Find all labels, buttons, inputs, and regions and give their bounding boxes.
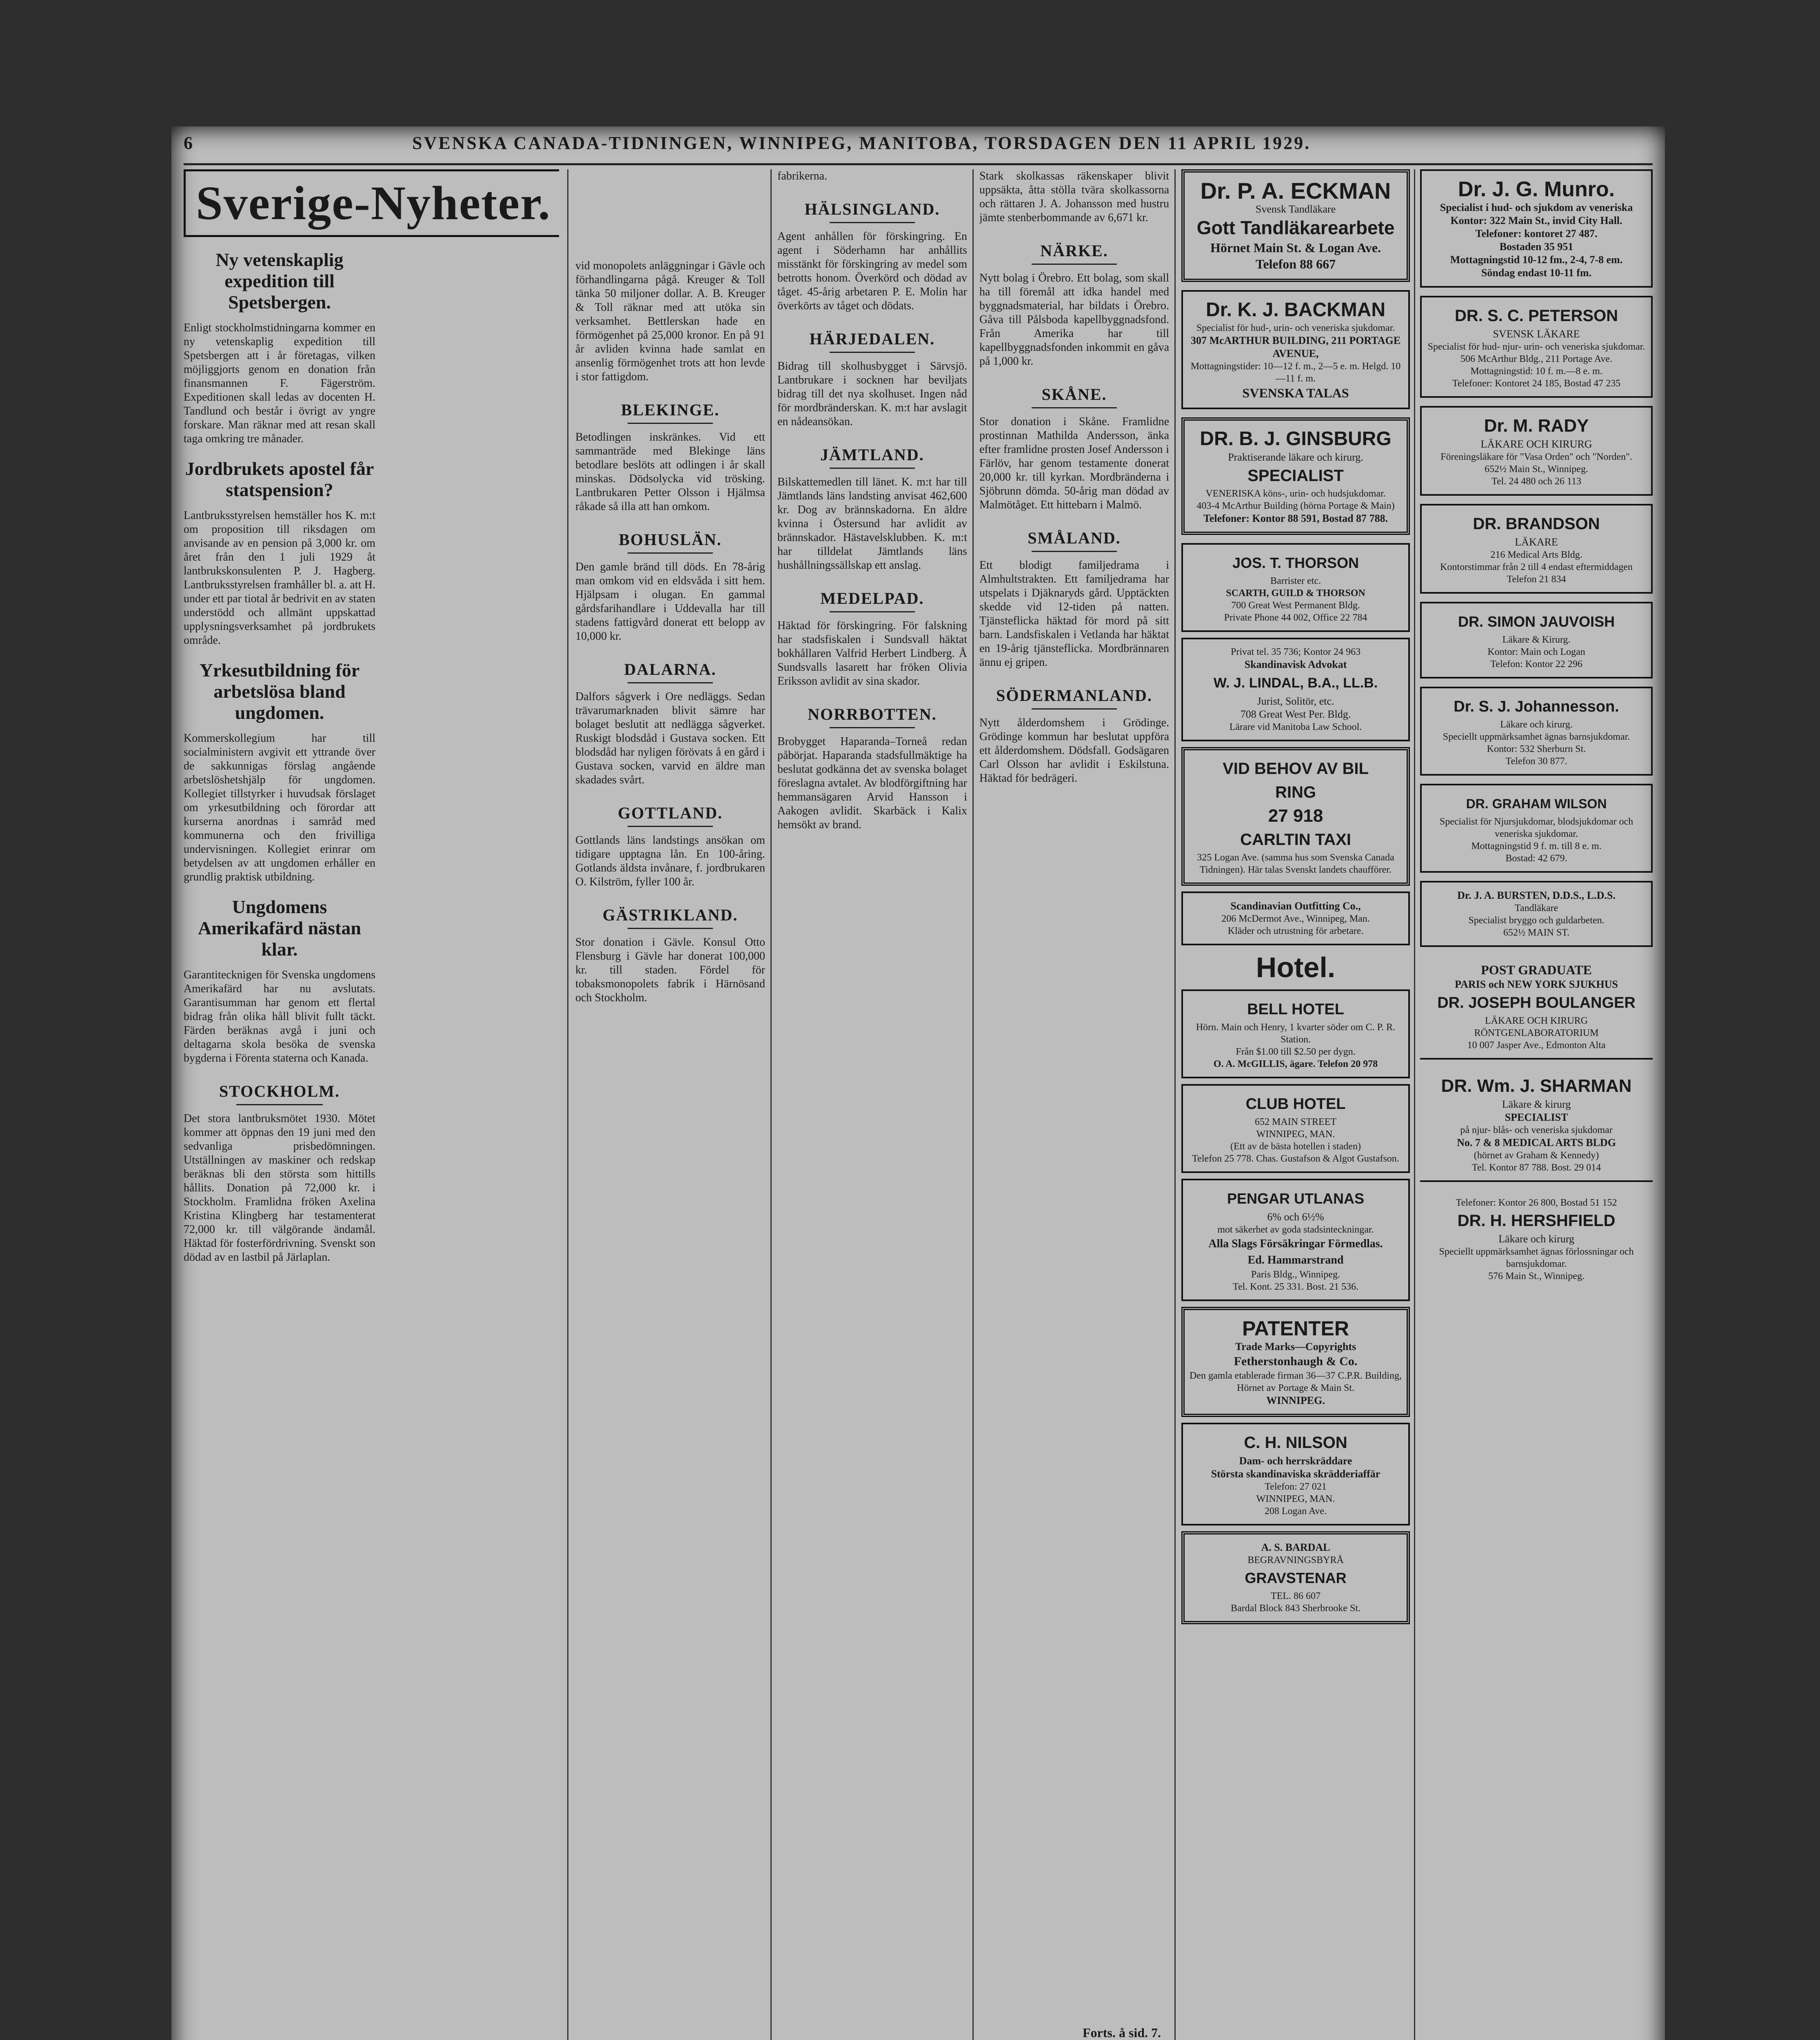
- article-text: Nytt ålderdomshem i Grödinge. Grödinge kommun har beslutat uppföra ett ålderdomshem. Dödsfall. Godsägaren Carl Olsson har avlidit i Eskilstuna. Häktad för bedrägeri.: [979, 716, 1169, 785]
- ad-sharman: [1420, 1068, 1653, 1182]
- section-masthead: Sverige-Nyheter.: [184, 169, 559, 237]
- ad-line: 403-4 McArthur Building (hörna Portage & Main): [1196, 501, 1395, 511]
- ad-line: Telefoner: kontoret 27 487.: [1475, 228, 1598, 239]
- ad-name: DR. Wm. J. SHARMAN: [1441, 1076, 1632, 1096]
- ad-line: Bardal Block 843 Sherbrooke St.: [1231, 1603, 1361, 1614]
- ad-column-left: [1181, 169, 1410, 2040]
- ad-name: Dr. J. A. BURSTEN, D.D.S., L.D.S.: [1457, 889, 1616, 901]
- ad-line: WINNIPEG, MAN.: [1256, 1129, 1335, 1140]
- article-text: Stor donation i Gävle. Konsul Otto Flensburg i Gävle har donerat 100,000 kr. till staden. Fördel för tobaksmonopolets fabrik i Härnösand och Stockholm.: [575, 936, 765, 1004]
- article-text: Den gamle bränd till döds. En 78-årig man omkom vid en eldsvåda i sitt hem. Hjälpsam i olugan. En gammal gårdsfarihandlare i Uddevalla har till stadens fattigvård donerat ett belopp av 10,000 kr.: [575, 561, 765, 643]
- section-heading: NORRBOTTEN.: [777, 705, 967, 728]
- headline: Ungdomens Amerikafärd nästan klar.: [198, 896, 361, 960]
- article-text: Dalfors sågverk i Ore nedläggs. Sedan trävarumarknaden blivit sämre har bolaget beslutit att nedlägga sågverket. Ruskigt blodsdåd i Gustava socken. Ett blodsdåd har nyligen förövats å en gård i Gustava socken, varvid en äldre man skadades svårt.: [575, 690, 765, 786]
- ad-line: 307 McARTHUR BUILDING, 211 PORTAGE AVENUE,: [1190, 335, 1401, 359]
- ad-line: Gott Tandläkarearbete: [1196, 217, 1395, 238]
- ad-name: DR. H. HERSHFIELD: [1457, 1212, 1616, 1230]
- ad-line: Telefon 21 834: [1507, 574, 1566, 585]
- ad-line: Mottagningstider: 10—12 f. m., 2—5 e. m. Helgd. 10—11 f. m.: [1190, 361, 1401, 384]
- article-text: Bidrag till skolhusbygget i Särvsjö. Lantbrukare i socknen har beviljats bidrag till det nya skolhuset. Ingen nåd för mordbränderskan. K. m:t har avslagit en nådeansökan.: [777, 360, 967, 428]
- ad-line: Telefon 88 667: [1255, 257, 1336, 271]
- ad-line: Speciellt uppmärksamhet ägnas förlossningar och barnsjukdomar.: [1439, 1246, 1634, 1269]
- ad-name: PATENTER: [1242, 1317, 1349, 1340]
- article-text: Garantitecknigen för Svenska ungdomens Amerikafärd har nu avslutats. Garantisumman har genom ett flertal bidrag från olika håll blivit fullt täckt. Färden beräknas avgå i juni och deltagarna skola besöka de svenska bygderna i Förenta staterna och Kanada.: [184, 969, 375, 1064]
- column-rule: [770, 169, 772, 2040]
- section-heading: GÄSTRIKLAND.: [575, 905, 765, 929]
- ad-name: DR. B. J. GINSBURG: [1200, 428, 1392, 450]
- ad-line: Fetherstonhaugh & Co.: [1234, 1355, 1358, 1368]
- section-heading: GOTTLAND.: [575, 803, 765, 827]
- ad-line: Tandläkare: [1514, 903, 1558, 914]
- ad-line: Mottagningstid 10-12 fm., 2-4, 7-8 em.: [1450, 254, 1623, 266]
- article-text: Agent anhållen för förskingring. En agent i Söderhamn har anhållits misstänkt för förskingring av medel som betrotts honom. Överkörd och dödad av tåget. 45-årig arbetaren P. E. Molin har överkörts av tåget och dödats.: [777, 230, 967, 312]
- ad-name: Dr. J. G. Munro.: [1458, 177, 1615, 201]
- ad-line: Tel. Kontor 87 788. Bost. 29 014: [1472, 1162, 1601, 1173]
- ad-line: Läkare och kirurg.: [1500, 719, 1573, 730]
- article-text: Nytt bolag i Örebro. Ett bolag, som skall ha till föremål att idka handel med byggnadsmaterial, har bildats i Örebro. Gåva till Pålsboda kapellbyggnadsfond. Från Amerika har till kapellbyggnadsfonden inkommit en gåva på 1,000 kr.: [979, 272, 1169, 368]
- ad-line: Jurist, Solitör, etc.: [1257, 695, 1334, 707]
- ad-line: Läkare & kirurg: [1502, 1098, 1571, 1110]
- ad-name: W. J. LINDAL, B.A., LL.B.: [1213, 675, 1378, 691]
- ad-line: Barrister etc.: [1270, 576, 1321, 586]
- section-heading: SKÅNE.: [979, 385, 1169, 408]
- ad-line: 206 McDermot Ave., Winnipeg, Man.: [1221, 914, 1370, 924]
- ad-line: No. 7 & 8 MEDICAL ARTS BLDG: [1457, 1137, 1616, 1149]
- ad-line: Tel. Kont. 25 331. Bost. 21 536.: [1232, 1282, 1359, 1292]
- ad-wilson: [1420, 784, 1653, 873]
- ad-line: Speciellt uppmärksamhet ägnas barnsjukdomar.: [1443, 732, 1630, 742]
- ad-bell-hotel: [1181, 989, 1410, 1078]
- article-text: fabrikerna.: [777, 170, 828, 182]
- ad-club-hotel: [1181, 1084, 1410, 1173]
- ad-line: SVENSK LÄKARE: [1493, 328, 1580, 340]
- ad-line: Telefon: 27 021: [1265, 1481, 1327, 1492]
- ad-line: Telefon 30 877.: [1505, 756, 1567, 767]
- ad-line: Ed. Hammarstrand: [1247, 1254, 1344, 1266]
- column-1: [184, 169, 559, 2040]
- ad-line: Största skandinaviska skrädderiaffär: [1211, 1468, 1381, 1480]
- ad-name: DR. SIMON JAUVOISH: [1458, 613, 1615, 630]
- ad-line: RÖNTGENLABORATORIUM: [1474, 1028, 1599, 1038]
- ad-ginsburg: [1181, 417, 1410, 535]
- ad-line: Läkare och kirurg: [1498, 1233, 1574, 1245]
- ad-line: Den gamla etablerade firman 36—37 C.P.R. Building,: [1190, 1370, 1402, 1381]
- newspaper-sheet: [171, 126, 1665, 2040]
- column-3: [777, 169, 967, 2040]
- section-heading: SÖDERMANLAND.: [979, 686, 1169, 710]
- ad-line: TEL. 86 607: [1271, 1591, 1321, 1601]
- ad-line: Specialist bryggo och guldarbeten.: [1468, 915, 1605, 926]
- ad-name: A. S. BARDAL: [1261, 1541, 1330, 1553]
- ad-name: DR. BRANDSON: [1473, 515, 1600, 533]
- ad-bardal: [1181, 1531, 1410, 1624]
- section-heading: DALARNA.: [575, 660, 765, 683]
- ad-line: 325 Logan Ave. (samma hus som Svenska Canada Tidningen). Här talas Svenskt landets chaufförer.: [1197, 852, 1394, 875]
- ad-line: GRAVSTENAR: [1245, 1570, 1347, 1586]
- ad-line: Läkare & Kirurg.: [1502, 634, 1571, 645]
- ad-line: Svensk Tandläkare: [1255, 203, 1336, 215]
- ad-jauvoish: [1420, 602, 1653, 679]
- section-heading: SMÅLAND.: [979, 528, 1169, 552]
- page-number: 6: [184, 133, 193, 153]
- section-heading: NÄRKE.: [979, 241, 1169, 265]
- section-heading: MEDELPAD.: [777, 589, 967, 612]
- ad-eckman: [1181, 169, 1410, 282]
- ad-name: Dr. S. J. Johannesson.: [1454, 698, 1619, 715]
- ad-line: Praktiserande läkare och kirurg.: [1228, 451, 1363, 463]
- article-text: Gottlands läns landstings ansökan om tidigare upptagna lån. En 100-åring. Gotlands äldsta invånare, f. jordbrukaren O. Kilström, fyller 100 år.: [575, 834, 765, 888]
- ad-line: Kontor: Main och Logan: [1487, 647, 1585, 657]
- ad-line: på njur- blås- och veneriska sjukdomar: [1460, 1125, 1613, 1135]
- ad-line: Föreningsläkare för "Vasa Orden" och "Norden".: [1440, 452, 1632, 462]
- ad-line: Mottagningstid 9 f. m. till 8 e. m.: [1471, 841, 1602, 851]
- ad-line: (Ett av de bästa hotellen i staden): [1230, 1141, 1361, 1152]
- ad-line: WINNIPEG.: [1266, 1395, 1325, 1406]
- column-rule: [567, 169, 568, 2040]
- headline: Jordbrukets apostel får statspension?: [185, 458, 374, 500]
- column-4: [979, 169, 1169, 2040]
- ad-name: Dr. M. RADY: [1484, 416, 1589, 436]
- ad-line: SCARTH, GUILD & THORSON: [1226, 588, 1365, 599]
- ad-line: Telefoner: Kontor 88 591, Bostad 87 788.: [1203, 512, 1388, 524]
- ad-name: PENGAR UTLANAS: [1227, 1190, 1364, 1207]
- article-text: Det stora lantbruksmötet 1930. Mötet kommer att öppnas den 19 juni med den sedvanliga prisbedömningen. Utställningen av maskiner och redskap beräknas bli den största som hittills hållits. Donation på 72,000 kr. i Stockholm. Framlidna fröken Axelina Kristina Klingberg har testamenterat 72,000 kr. till välgörande ändamål. Häktad för fosterfördrivning. Svenskt son dödad av en lastbil på Järlaplan.: [184, 1112, 375, 1264]
- ad-line: LÄKARE OCH KIRURG: [1480, 438, 1592, 450]
- ad-line: Trade Marks—Copyrights: [1235, 1341, 1356, 1353]
- section-heading: HÄLSINGLAND.: [777, 200, 967, 223]
- headline: Ny vetenskaplig expedition till Spetsbergen.: [215, 249, 344, 313]
- ad-name: Dr. K. J. BACKMAN: [1205, 299, 1386, 321]
- article-text: Kommerskollegium har till socialministern avgivit ett yttrande över de sakkunnigas förslag angående arbetslöshetshjälp för ungdomen. Kollegiet tillstyrker i huvudsak förslaget om yrkesutbildning och förordar att kurserna anordnas i samråd med kommunerna och den frivilliga undervisningen. Kollegiet erinrar om betydelsen av att ungdomen erhåller en grundlig praktisk utbildning.: [184, 732, 375, 883]
- section-heading: BOHUSLÄN.: [575, 530, 765, 554]
- ad-line: 576 Main St., Winnipeg.: [1488, 1271, 1585, 1282]
- ad-line: Privat tel. 35 736; Kontor 24 963: [1231, 647, 1361, 657]
- hotel-heading: Hotel.: [1256, 951, 1336, 983]
- ad-line: Specialist för hud- njur- urin- och veneriska sjukdomar.: [1427, 341, 1645, 352]
- ad-line: BEGRAVNINGSBYRÅ: [1247, 1555, 1344, 1565]
- section-heading: BLEKINGE.: [575, 400, 765, 424]
- ad-line: Kontor: 532 Sherburn St.: [1487, 744, 1586, 754]
- ad-pengar: [1181, 1179, 1410, 1301]
- article-text: Lantbruksstyrelsen hemställer hos K. m:t om proposition till riksdagen om anvisande av en pension på 3,000 kr. om året från den 1 juli 1929 åt lantbrukskonsulenten P. J. Hagberg. Lantbruksstyrelsen framhåller bl. a. att H. under ett par tiotal år bedrivit en av staten understödd och allmänt uppskattad upplysningsverksamhet på jordbrukets område.: [184, 509, 375, 647]
- newspaper-page: [184, 133, 1653, 2040]
- ad-line: Alla Slags Försäkringar Förmedlas.: [1208, 1237, 1383, 1250]
- ad-line: Mottagningstid: 10 f. m.—8 e. m.: [1470, 366, 1602, 377]
- ad-line: SVENSKA TALAS: [1242, 386, 1349, 400]
- ad-line: 208 Logan Ave.: [1264, 1506, 1327, 1517]
- ad-patenter: [1181, 1307, 1410, 1417]
- ad-line: Hörnet av Portage & Main St.: [1237, 1383, 1354, 1393]
- ad-hershfield: [1420, 1190, 1653, 1289]
- ad-line: 700 Great West Permanent Bldg.: [1231, 600, 1360, 611]
- ad-backman: [1181, 290, 1410, 409]
- column-rule: [1414, 169, 1415, 2040]
- ad-line: Specialist i hud- och sjukdom av veneriska: [1440, 202, 1633, 213]
- ad-line: PARIS och NEW YORK SJUKHUS: [1455, 978, 1618, 990]
- article-text: vid monopolets anläggningar i Gävle och förhandlingarna pågå. Kreuger & Toll tänka 50 miljoner dollar. A. B. Kreuger & Toll räknar med att utöka sin verksamhet. Bettlerskan hade en förmögenhet på 25,000 kronor. En på 91 år avliden kvinna hade samlat en ansenlig förmögenhet trots att hon levde i stor fattigdom.: [575, 259, 765, 383]
- ad-name: C. H. NILSON: [1244, 1434, 1347, 1452]
- ad-name: JOS. T. THORSON: [1232, 554, 1359, 571]
- ad-line: Skandinavisk Advokat: [1244, 659, 1347, 670]
- ad-lindal: [1181, 638, 1410, 741]
- ad-name: Scandinavian Outfitting Co.,: [1230, 900, 1361, 912]
- ad-line: Dam- och herrskräddare: [1239, 1455, 1352, 1467]
- headline: Yrkesutbildning för arbetslösa bland ungdomen.: [199, 660, 360, 723]
- ad-nilson: [1181, 1423, 1410, 1526]
- ad-johannesson: [1420, 687, 1653, 776]
- ad-line: Från $1.00 till $2.50 per dygn.: [1236, 1047, 1356, 1057]
- article-text: Brobygget Haparanda–Torneå redan påbörjat. Haparanda stadsfullmäktige ha beslutat godkänna det av svenska bolaget föreslagna avtalet. Av blodförgiftning har hemmansägaren Arvid Hansson i Aakogen avlidit. Skarbäck i Kalix hemsökt av brand.: [777, 735, 967, 831]
- ad-rady: [1420, 406, 1653, 496]
- continued-note: Forts. å sid. 7.: [1083, 2025, 1161, 2040]
- ad-name: BELL HOTEL: [1247, 1001, 1344, 1018]
- ad-line: Bostaden 35 951: [1499, 241, 1574, 253]
- ad-line: Hörn. Main och Henry, 1 kvarter söder om C. P. R. Station.: [1196, 1022, 1396, 1045]
- running-head: SVENSKA CANADA-TIDNINGEN, WINNIPEG, MANITOBA, TORSDAGEN DEN 11 APRIL 1929.: [412, 133, 1311, 153]
- ad-line: mot säkerhet av goda stadsinteckningar.: [1217, 1224, 1374, 1235]
- article-text: Häktad för förskingring. För falskning har stadsfiskalen i Sundsvall häktat bokhållaren Valfrid Herbert Lindberg. Å Sundsvalls lasarett har fröken Olivia Eriksson avlidit av sina skador.: [777, 619, 967, 687]
- section-heading: JÄMTLAND.: [777, 445, 967, 469]
- ad-line: VID BEHOV AV BIL: [1223, 760, 1369, 778]
- ad-bursten: [1420, 881, 1653, 947]
- ad-line: WINNIPEG, MAN.: [1256, 1494, 1335, 1504]
- ad-line: 10 007 Jasper Ave., Edmonton Alta: [1467, 1040, 1606, 1051]
- ad-munro: [1420, 169, 1653, 288]
- ad-line: Hörnet Main St. & Logan Ave.: [1210, 240, 1381, 255]
- ad-line: Söndag endast 10-11 fm.: [1481, 267, 1592, 279]
- ad-name: DR. GRAHAM WILSON: [1466, 796, 1607, 811]
- ad-line: 652 MAIN STREET: [1255, 1117, 1336, 1127]
- ad-line: Telefoner: Kontoret 24 185, Bostad 47 235: [1452, 378, 1621, 389]
- ad-line: POST GRADUATE: [1481, 962, 1592, 977]
- ad-line: Telefoner: Kontor 26 800, Bostad 51 152: [1456, 1197, 1617, 1208]
- ad-line: 216 Medical Arts Bldg.: [1490, 550, 1583, 560]
- ad-line: O. A. McGILLIS, ägare. Telefon 20 978: [1213, 1059, 1378, 1069]
- ad-line: RING: [1275, 783, 1316, 801]
- ad-line: Paris Bldg., Winnipeg.: [1251, 1269, 1340, 1280]
- ad-line: LÄKARE: [1515, 536, 1558, 548]
- article-text: Enligt stockholmstidningarna kommer en ny vetenskaplig expedition till Spetsbergen att i år företagas, vilken möjliggjorts genom en donation från finansmannen F. Fägerström. Expeditionen skall ledas av docenten H. Tandlund och består i övrigt av yngre forskare. Man räknar med att resan skall taga omkring tre månader.: [184, 322, 375, 445]
- article-text: Bilskattemedlen till länet. K. m:t har till Jämtlands läns landsting anvisat 462,600 kr. Dog av brännskadorna. En äldre kvinna i Östersund har avlidit av brännskador. Hästavelsklubben. K. m:t har tilldelat Jämtlands läns hushållningssällskap ett anslag.: [777, 476, 967, 572]
- ad-line: 652½ MAIN ST.: [1503, 927, 1570, 938]
- article-text: Stark skolkassas räkenskaper blivit uppsäkta, åtta stölla tvära skolkassorna och rättaren J. A. Johansson med hustru jämte stenberbommande av 6,671 kr.: [979, 170, 1169, 224]
- ad-thorson: [1181, 543, 1410, 632]
- ad-name: CARLTIN TAXI: [1240, 831, 1351, 849]
- column-rule: [972, 169, 974, 2040]
- ad-line: Lärare vid Manitoba Law School.: [1229, 722, 1362, 732]
- section-heading: HÄRJEDALEN.: [777, 329, 967, 353]
- ad-line: Telefon 25 778. Chas. Gustafson & Algot Gustafson.: [1192, 1153, 1399, 1164]
- ad-line: 27 918: [1268, 806, 1323, 826]
- ad-line: Private Phone 44 002, Office 22 784: [1224, 612, 1367, 623]
- ad-line: SPECIALIST: [1247, 467, 1344, 485]
- ad-line: 506 McArthur Bldg., 211 Portage Ave.: [1460, 354, 1612, 364]
- ad-line: LÄKARE OCH KIRURG: [1485, 1016, 1588, 1026]
- ad-line: Bostad: 42 679.: [1505, 853, 1567, 864]
- ad-line: Kontorstimmar från 2 till 4 endast eftermiddagen: [1440, 562, 1633, 572]
- column-rule: [1174, 169, 1176, 2040]
- article-text: Stor donation i Skåne. Framlidne prostinnan Mathilda Andersson, änka efter framlidne prosten Josef Andersson i Färlöv, har genom testamente donerat 20,000 kr. till kyrkan. Mordbränderna i Sjöbrunn dömda. 50-årig man dödad av Malmötåget. Ett hittebarn i Malmö.: [979, 415, 1169, 511]
- article-text: Betodlingen inskränkes. Vid ett sammanträde med Blekinge läns betodlare beslöts att odlingen i år skall minskas. Dödsolycka vid trösking. Lantbrukaren Petter Olsson i Hjälmsa råkade så illa att han omkom.: [575, 431, 765, 513]
- ad-name: CLUB HOTEL: [1245, 1095, 1346, 1113]
- ad-line: Specialist för Njursjukdomar, blodsjukdomar och veneriska sjukdomar.: [1439, 816, 1634, 839]
- ad-line: Kläder och utrustning för arbetare.: [1227, 926, 1364, 936]
- ad-line: 6% och 6½%: [1267, 1211, 1324, 1223]
- column-6: [1420, 169, 1653, 2040]
- ad-line: Kontor: 322 Main St., invid City Hall.: [1450, 215, 1622, 226]
- ad-name: DR. S. C. PETERSON: [1454, 307, 1618, 325]
- section-heading: STOCKHOLM.: [184, 1082, 375, 1105]
- ad-name: Dr. P. A. ECKMAN: [1200, 178, 1391, 204]
- column-2: [575, 259, 765, 2040]
- ad-line: (hörnet av Graham & Kennedy): [1474, 1150, 1599, 1161]
- ad-line: 652½ Main St., Winnipeg.: [1485, 464, 1588, 475]
- ad-brandson: [1420, 504, 1653, 594]
- ad-taxi: [1181, 747, 1410, 886]
- article-text: Ett blodigt familjedrama i Almhultstrakten. Ett familjedrama har utspelats i Djäknaryds gård. Upptäckten skedde vid 12-tiden på natten. Tjänsteflicka häktad för mord på sitt barn. Landsfiskalen i Vetlanda har häktat en 19-årig tjänsteflicka. Mordbrännaren ännu ej gripen.: [979, 559, 1169, 669]
- ad-boulanger: [1420, 955, 1653, 1060]
- ad-outfitting: [1181, 891, 1410, 945]
- ad-line: VENERISKA köns-, urin- och hudsjukdomar.: [1205, 488, 1386, 499]
- ad-line: SPECIALIST: [1505, 1111, 1568, 1123]
- ad-line: Specialist för hud-, urin- och veneriska sjukdomar.: [1196, 323, 1395, 333]
- ad-line: Tel. 24 480 och 26 113: [1491, 476, 1582, 487]
- ad-line: Telefon: Kontor 22 296: [1490, 659, 1583, 670]
- ad-peterson: [1420, 296, 1653, 398]
- ad-name: DR. JOSEPH BOULANGER: [1437, 994, 1636, 1011]
- ad-line: 708 Great West Per. Bldg.: [1240, 708, 1351, 720]
